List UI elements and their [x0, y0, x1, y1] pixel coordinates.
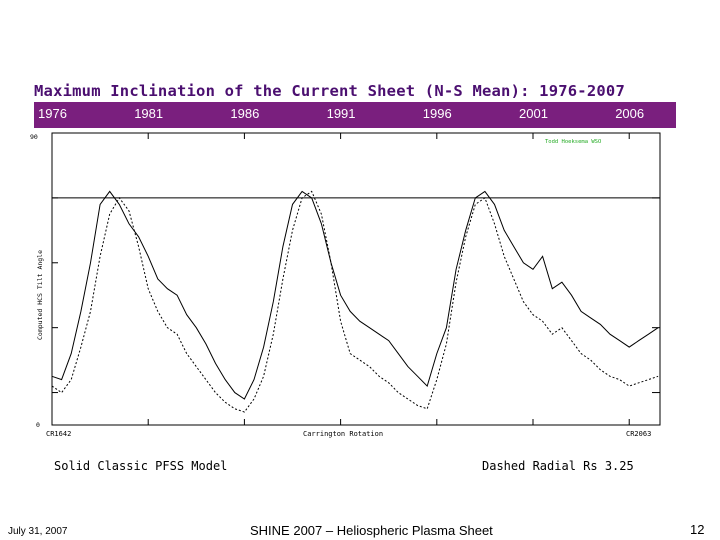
year-label: 1996 [422, 106, 452, 121]
data-credit: Todd Hoeksema WSO [545, 139, 602, 145]
year-label: 1976 [38, 106, 67, 121]
y-tick-bottom: 0 [36, 421, 40, 429]
year-label: 1991 [326, 106, 356, 121]
series-line-dashed [52, 191, 658, 412]
footer-date: July 31, 2007 [8, 526, 68, 537]
y-axis-label: Computed HCS Tilt Angle [36, 249, 44, 340]
year-label: 1986 [230, 106, 260, 121]
y-tick-top: 90 [30, 133, 38, 141]
year-label: 2001 [519, 106, 548, 121]
footer-center: SHINE 2007 – Heliospheric Plasma Sheet [250, 523, 493, 538]
year-label: 1981 [134, 106, 164, 121]
x-end-label: CR2063 [626, 430, 652, 438]
x-axis-label: Carrington Rotation [303, 430, 384, 438]
year-label: 2006 [615, 106, 645, 121]
plot-frame [52, 133, 660, 425]
chart-title: Maximum Inclination of the Current Sheet (N-S Mean): 1976-2007 [34, 82, 625, 100]
legend-dashed-label: Dashed Radial Rs 3.25 [482, 459, 634, 473]
x-start-label: CR1642 [46, 430, 72, 438]
page-number: 12 [690, 522, 705, 537]
legend-solid-label: Solid Classic PFSS Model [54, 459, 228, 473]
series-line-solid [52, 191, 658, 399]
